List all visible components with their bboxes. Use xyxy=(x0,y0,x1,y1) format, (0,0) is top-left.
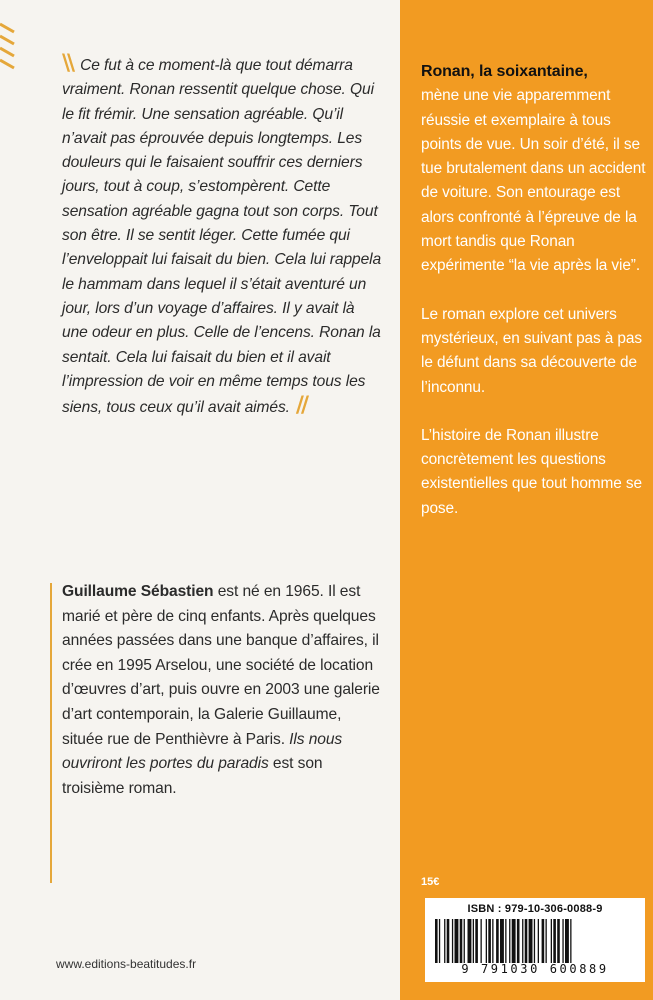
close-quote-icon: // xyxy=(295,393,306,419)
barcode-icon xyxy=(433,919,637,963)
open-quote-icon: \\ xyxy=(62,51,73,76)
summary-paragraph-2: Le roman explore cet univers mystérieux, en suivant pas à pas le défunt dans sa découverte de l’inconnu. xyxy=(421,305,642,396)
bio-text: est né en 1965. Il est marié et père de cinq enfants. Après quelques années passées dans une banque d’affaires, il crée en 1995 Arselou, une société de location d’œuvres d’art, puis ouvre en 2003 une galerie d’art contemporain, la Galerie Guillaume, située rue de Penthièvre à Paris. xyxy=(62,583,380,748)
barcode-digits: 9 791030 600889 xyxy=(461,962,609,976)
bio-text-end: est son troisième roman. xyxy=(62,755,323,797)
price-label: 15€ xyxy=(421,876,440,888)
excerpt-quote xyxy=(62,52,382,420)
summary-paragraph-1: mène une vie apparemment réussie et exemplaire à tous points de vue. Un soir d’été, il se tue brutalement dans un accident de voiture. Son entourage est alors confronté à l’épreuve de la mort tandis que Ronan expérimente “la vie après la vie”. xyxy=(421,87,646,275)
summary-paragraph-3: L’histoire de Ronan illustre concrètement les questions existentielles que tout homme se pose. xyxy=(421,426,642,517)
barcode-panel xyxy=(425,898,645,982)
book-title: Ils nous ouvriront les portes du paradis xyxy=(62,730,343,773)
book-summary xyxy=(421,60,647,521)
publisher-website: www.editions-beatitudes.fr xyxy=(56,957,197,971)
author-bio xyxy=(62,580,382,801)
isbn-label: ISBN : 979-10-306-0088-9 xyxy=(467,903,603,915)
excerpt-text: Ce fut à ce moment-là que tout démarra vraiment. Ronan ressentit quelque chose. Qui le fit frémir. Une sensation agréable. Qu’il n’avait pas éprouvée depuis longtemps. Les douleurs qui le faisaient souffrir ces derniers jours, tout à coup, s’estompèrent. Cette sensation agréable gagna tout son corps. Tout son être. Il se sentit léger. Cette fumée qui l’enveloppait lui faisait du bien. Cela lui rappela le hammam dans lequel il s’était aventuré un jour, lors d’un voyage d’affaires. Il y avait là une odeur en plus. Celle de l’encens. Ronan la sentait. Cela lui faisait du bien et il avait l’impression de voir en même temps tous les siens, tous ceux qu’il avait aimés. xyxy=(62,57,382,417)
bio-accent-rule xyxy=(50,583,52,883)
author-name: Guillaume Sébastien xyxy=(62,583,214,600)
summary-title: Ronan, la soixantaine, xyxy=(421,63,588,80)
edge-chevron-decoration xyxy=(0,18,18,78)
